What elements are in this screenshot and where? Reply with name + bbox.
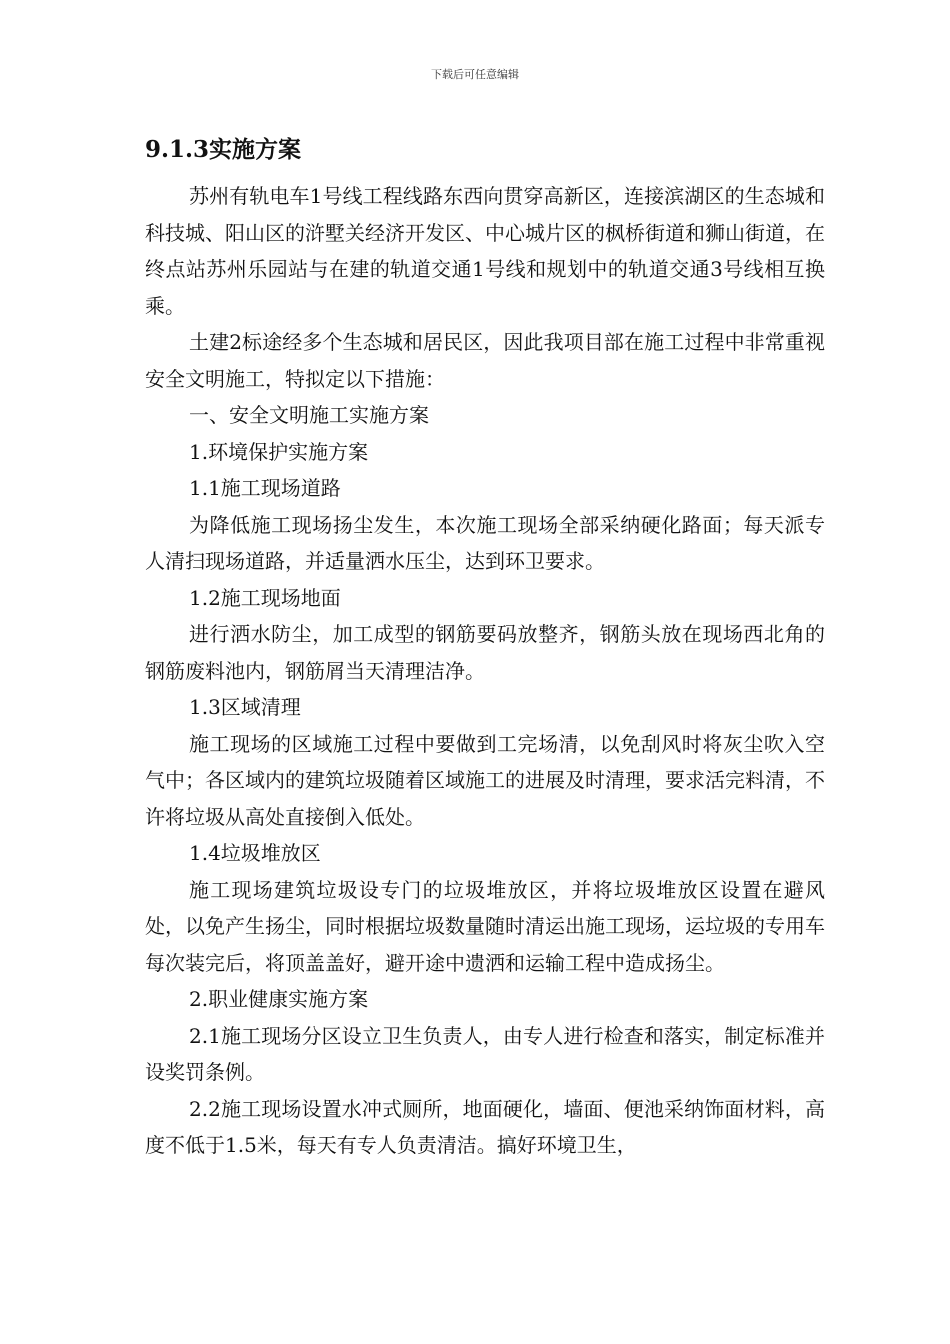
paragraph-area-cleanup: 施工现场的区域施工过程中要做到工完场清，以免刮风时将灰尘吹入空气中；各区域内的建筑垃圾随着区域施工的进展及时清理，要求活完料清，不许将垃圾从高处直接倒入低处。 — [145, 731, 825, 829]
heading-site-ground: 1.2施工现场地面 — [189, 585, 341, 610]
heading-site-roads: 1.1施工现场道路 — [189, 476, 341, 500]
heading-occupational-health: 2.职业健康实施方案 — [189, 987, 369, 1011]
paragraph-site-roads: 为降低施工现场扬尘发生，本次施工现场全部采纳硬化路面；每天派专人清扫现场道路，并适量洒水压尘，达到环卫要求。 — [145, 512, 825, 573]
heading-environment-plan: 1.环境保护实施方案 — [189, 439, 369, 464]
paragraph-health-2-1: 2.1施工现场分区设立卫生负责人，由专人进行检查和落实，制定标准并设奖罚条例。 — [145, 1023, 825, 1084]
paragraph-site-ground: 进行洒水防尘，加工成型的钢筋要码放整齐，钢筋头放在现场西北角的钢筋废料池内，钢筋屑当天清理洁净。 — [145, 622, 825, 683]
paragraph-intro-measures: 土建2标途经多个生态城和居民区，因此我项目部在施工过程中非常重视安全文明施工，特拟定以下措施： — [145, 330, 825, 391]
document-body — [145, 132, 825, 1164]
heading-waste-storage: 1.4垃圾堆放区 — [189, 841, 321, 865]
paragraph-health-2-2: 2.2施工现场设置水冲式厕所，地面硬化，墙面、便池采纳饰面材料，高度不低于1.5米，每天有专人负责清洁。搞好环境卫生， — [145, 1096, 825, 1157]
header-note: 下载后可任意编辑 — [431, 68, 519, 81]
section-title: 9.1.3实施方案 — [145, 136, 302, 163]
paragraph-waste-storage: 施工现场建筑垃圾设专门的垃圾堆放区，并将垃圾堆放区设置在避风处，以免产生扬尘，同时根据垃圾数量随时清运出施工现场，运垃圾的专用车每次装完后，将顶盖盖好，避开途中遗洒和运输工程中造成扬尘。 — [145, 877, 825, 975]
heading-safety-plan: 一、安全文明施工实施方案 — [189, 403, 429, 427]
heading-area-cleanup: 1.3区域清理 — [189, 695, 301, 719]
paragraph-project-overview: 苏州有轨电车1号线工程线路东西向贯穿高新区，连接滨湖区的生态城和科技城、阳山区的浒墅关经济开发区、中心城片区的枫桥街道和狮山街道，在终点站苏州乐园站与在建的轨道交通1号线和规划中的轨道交通3号线相互换乘。 — [145, 184, 825, 318]
